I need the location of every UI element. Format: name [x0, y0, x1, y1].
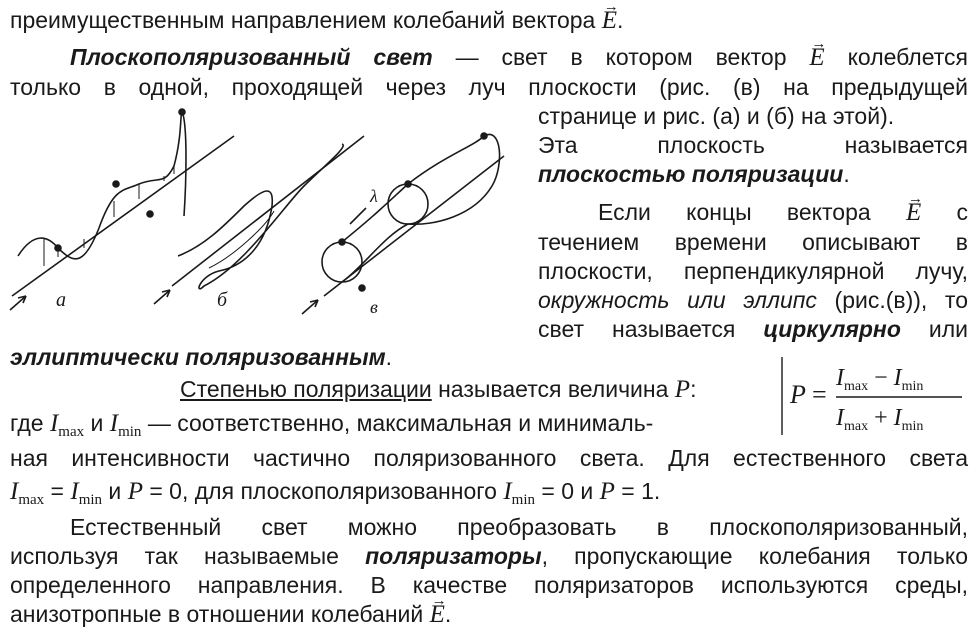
figure-v-point-3	[481, 133, 487, 139]
text-line-6: плоскостью поляризации.	[538, 161, 850, 187]
term-elliptically-polarized: эллиптически поляризованным	[10, 344, 386, 370]
text-line-3: только в одной, проходящей через луч плоскости (рис. (в) на предыдущей	[10, 74, 968, 100]
text-line-9: плоскости, перпендикулярной лучу,	[538, 258, 968, 284]
figure-a-point-1	[55, 245, 61, 251]
text-line-16: $I_{max} = I_{min}$ и P = 0, для плоскополяризованного $I_{min} = 0$ и P = 1.	[10, 478, 661, 508]
figure-lambda-label: λ	[370, 186, 378, 206]
figure-a-point-4	[179, 109, 185, 115]
figure-v-point-2	[405, 181, 411, 187]
figure-b-wave-2	[209, 211, 274, 268]
term-plane-polarized-light: Плоскополяризованный свет	[70, 44, 433, 70]
figure-a	[10, 109, 234, 311]
figure-v-lambda-arrow	[350, 208, 366, 224]
text-line-15: ная интенсивности частично поляризованного света. Для естественного света	[10, 445, 968, 471]
term-circular: циркулярно	[763, 316, 901, 342]
figure-label-b: б	[217, 289, 228, 311]
figure-a-wave	[18, 111, 186, 259]
figure-a-point-2	[113, 181, 119, 187]
polarization-degree-formula	[780, 357, 970, 435]
formula-p: P	[790, 380, 806, 409]
term-polarizers: поляризаторы	[365, 543, 542, 569]
figure-label-a: а	[56, 289, 66, 311]
text-line-7: Если концы вектора → E с	[598, 198, 968, 227]
figure-v-point-4	[359, 285, 365, 291]
text-line-12: эллиптически поляризованным.	[10, 344, 393, 370]
term-polarization-plane: плоскостью поляризации	[538, 161, 844, 187]
text-line-8: течением времени описывают в	[538, 229, 968, 255]
text-line-19: определенного направления. В качестве поляризаторов используются среды,	[10, 572, 968, 598]
text-line-1: преимущественным направлением колебаний вектора → E.	[10, 6, 623, 35]
figure-a-ray	[12, 136, 234, 296]
text-line-20: анизотропные в отношении колебаний → E.	[10, 600, 451, 629]
figure-v-point-1	[339, 239, 345, 245]
formula-numerator: $I_{max} - I_{min}$	[836, 365, 924, 394]
figure-v-circle-2	[388, 184, 428, 224]
text-line-2: Плоскополяризованный свет — свет в котором вектор → E колеблется	[70, 43, 968, 72]
text-line-14: где $I_{max}$ и $I_{min}$ — соответственно, максимальная и минималь-	[10, 410, 654, 440]
formula-eq: =	[812, 380, 827, 409]
text-line-13: Степенью поляризации называется величина P:	[180, 376, 697, 403]
text-line-11: свет называется циркулярно или	[538, 316, 968, 342]
text-line-4: странице и рис. (а) и (б) на этой).	[538, 103, 895, 129]
formula-denominator: $I_{max} + I_{min}$	[836, 405, 924, 434]
vector-e-symbol: → E	[602, 7, 617, 35]
figure-b-ray	[172, 136, 364, 286]
text-line-10: окружность или эллипс (рис.(в)), то	[538, 287, 968, 313]
figure-a-point-3	[147, 211, 153, 217]
text-line-5: Эта плоскость называется	[538, 132, 968, 158]
text-line-17: Естественный свет можно преобразовать в плоскополяризованный,	[70, 514, 968, 540]
polarization-figure	[4, 106, 534, 344]
figure-label-v: в	[370, 297, 378, 317]
figure-v-circle-1	[322, 242, 362, 282]
term-degree-of-polarization: Степенью поляризации	[180, 376, 432, 402]
text-line-18: используя так называемые поляризаторы, пропускающие колебания только	[10, 543, 968, 569]
